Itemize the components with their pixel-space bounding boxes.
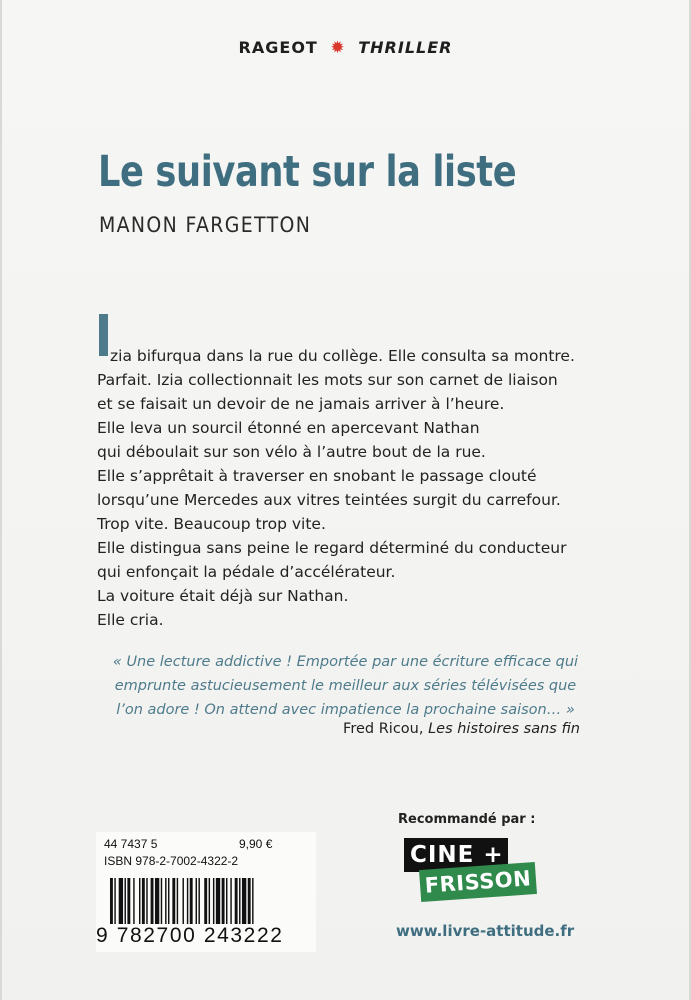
barcode-bar xyxy=(161,878,162,924)
excerpt-line: qui déboulait sur son vélo à l’autre bout de la rue. xyxy=(97,443,486,461)
excerpt-line: Parfait. Izia collectionnait les mots sur son carnet de liaison xyxy=(97,371,558,389)
barcode-bar xyxy=(151,878,154,924)
excerpt-line: Elle s’apprêtait à traverser en snobant le passage clouté xyxy=(97,467,537,485)
price: 9,90 € xyxy=(239,837,273,851)
barcode-bar xyxy=(114,878,115,924)
barcode-bar xyxy=(172,878,175,924)
barcode-bar xyxy=(187,878,188,924)
review-line: l’on adore ! On attend avec impatience la prochaine saison… » xyxy=(116,702,575,718)
excerpt-line: Elle leva un sourcil étonné en apercevant Nathan xyxy=(97,419,480,437)
review-source: Les histoires sans fin xyxy=(428,721,580,737)
reviewer-name: Fred Ricou, xyxy=(343,721,424,737)
collection-header xyxy=(0,38,691,58)
barcode-digits: 9 782700 243222 xyxy=(96,924,284,947)
logo-cine: CINE + xyxy=(404,838,508,872)
review-attribution xyxy=(343,721,580,737)
excerpt-line: et se faisait un devoir de ne jamais arriver à l’heure. xyxy=(97,395,505,413)
barcode-bar xyxy=(248,878,251,924)
excerpt-line: zia bifurqua dans la rue du collège. Elle consulta sa montre. xyxy=(110,347,575,365)
barcode-bar xyxy=(139,878,140,924)
barcode-bar xyxy=(226,878,227,924)
barcode-bar xyxy=(165,878,166,924)
excerpt-lines xyxy=(97,344,575,632)
review-quote xyxy=(0,650,691,722)
barcode-bar xyxy=(239,878,240,924)
review-line: emprunte astucieusement le meilleur aux séries télévisées que xyxy=(114,678,577,694)
barcode-bar xyxy=(222,878,225,924)
barcode-bar xyxy=(242,878,246,924)
logo-frisson: FRISSON xyxy=(419,862,537,902)
barcode-bar xyxy=(125,878,126,924)
barcode-bar xyxy=(209,878,210,924)
isbn: ISBN 978-2-7002-4322-2 xyxy=(104,854,239,868)
series-name: THRILLER xyxy=(358,38,453,57)
barcode-bar xyxy=(110,878,113,924)
barcode-bar xyxy=(213,878,214,924)
barcode-bar xyxy=(146,878,147,924)
star-icon: ✹ xyxy=(330,38,346,58)
barcode-bar xyxy=(198,878,199,924)
cine-frisson-logo xyxy=(404,838,534,904)
recommendation-label: Recommandé par : xyxy=(398,812,536,827)
excerpt-line: Elle distingua sans peine le regard déterminé du conducteur xyxy=(97,539,567,557)
barcode-bar xyxy=(204,878,207,924)
barcode-bar xyxy=(190,878,193,924)
barcode-bar xyxy=(133,878,134,924)
barcode-bar xyxy=(230,878,231,924)
book-author: MANON FARGETTON xyxy=(99,213,312,237)
barcode-bar xyxy=(119,878,123,924)
barcode-bar xyxy=(183,878,184,924)
excerpt-line: Elle cria. xyxy=(97,611,164,629)
book-title: Le suivant sur la liste xyxy=(98,147,517,197)
barcode-bar xyxy=(127,878,130,924)
barcode-graphic xyxy=(108,878,308,926)
review-line: « Une lecture addictive ! Emportée par une écriture efficace qui xyxy=(112,654,579,670)
barcode-bar xyxy=(252,878,253,924)
barcode-bar xyxy=(235,878,238,924)
publisher-name: RAGEOT xyxy=(238,38,318,57)
barcode-bar xyxy=(155,878,159,924)
barcode-bar xyxy=(216,878,220,924)
excerpt-line: Trop vite. Beaucoup trop vite. xyxy=(97,515,326,533)
excerpt-line: lorsqu’une Mercedes aux vitres teintées surgit du carrefour. xyxy=(97,491,561,509)
barcode-bar xyxy=(168,878,169,924)
barcode-bar xyxy=(142,878,145,924)
website-link[interactable]: www.livre-attitude.fr xyxy=(396,922,575,940)
excerpt-line: La voiture était déjà sur Nathan. xyxy=(97,587,349,605)
barcode-bar xyxy=(196,878,197,924)
excerpt-line: qui enfonçait la pédale d’accélérateur. xyxy=(97,563,396,581)
product-code: 44 7437 5 xyxy=(104,837,158,851)
cover-edge-left xyxy=(0,0,2,1000)
barcode-bar xyxy=(177,878,178,924)
